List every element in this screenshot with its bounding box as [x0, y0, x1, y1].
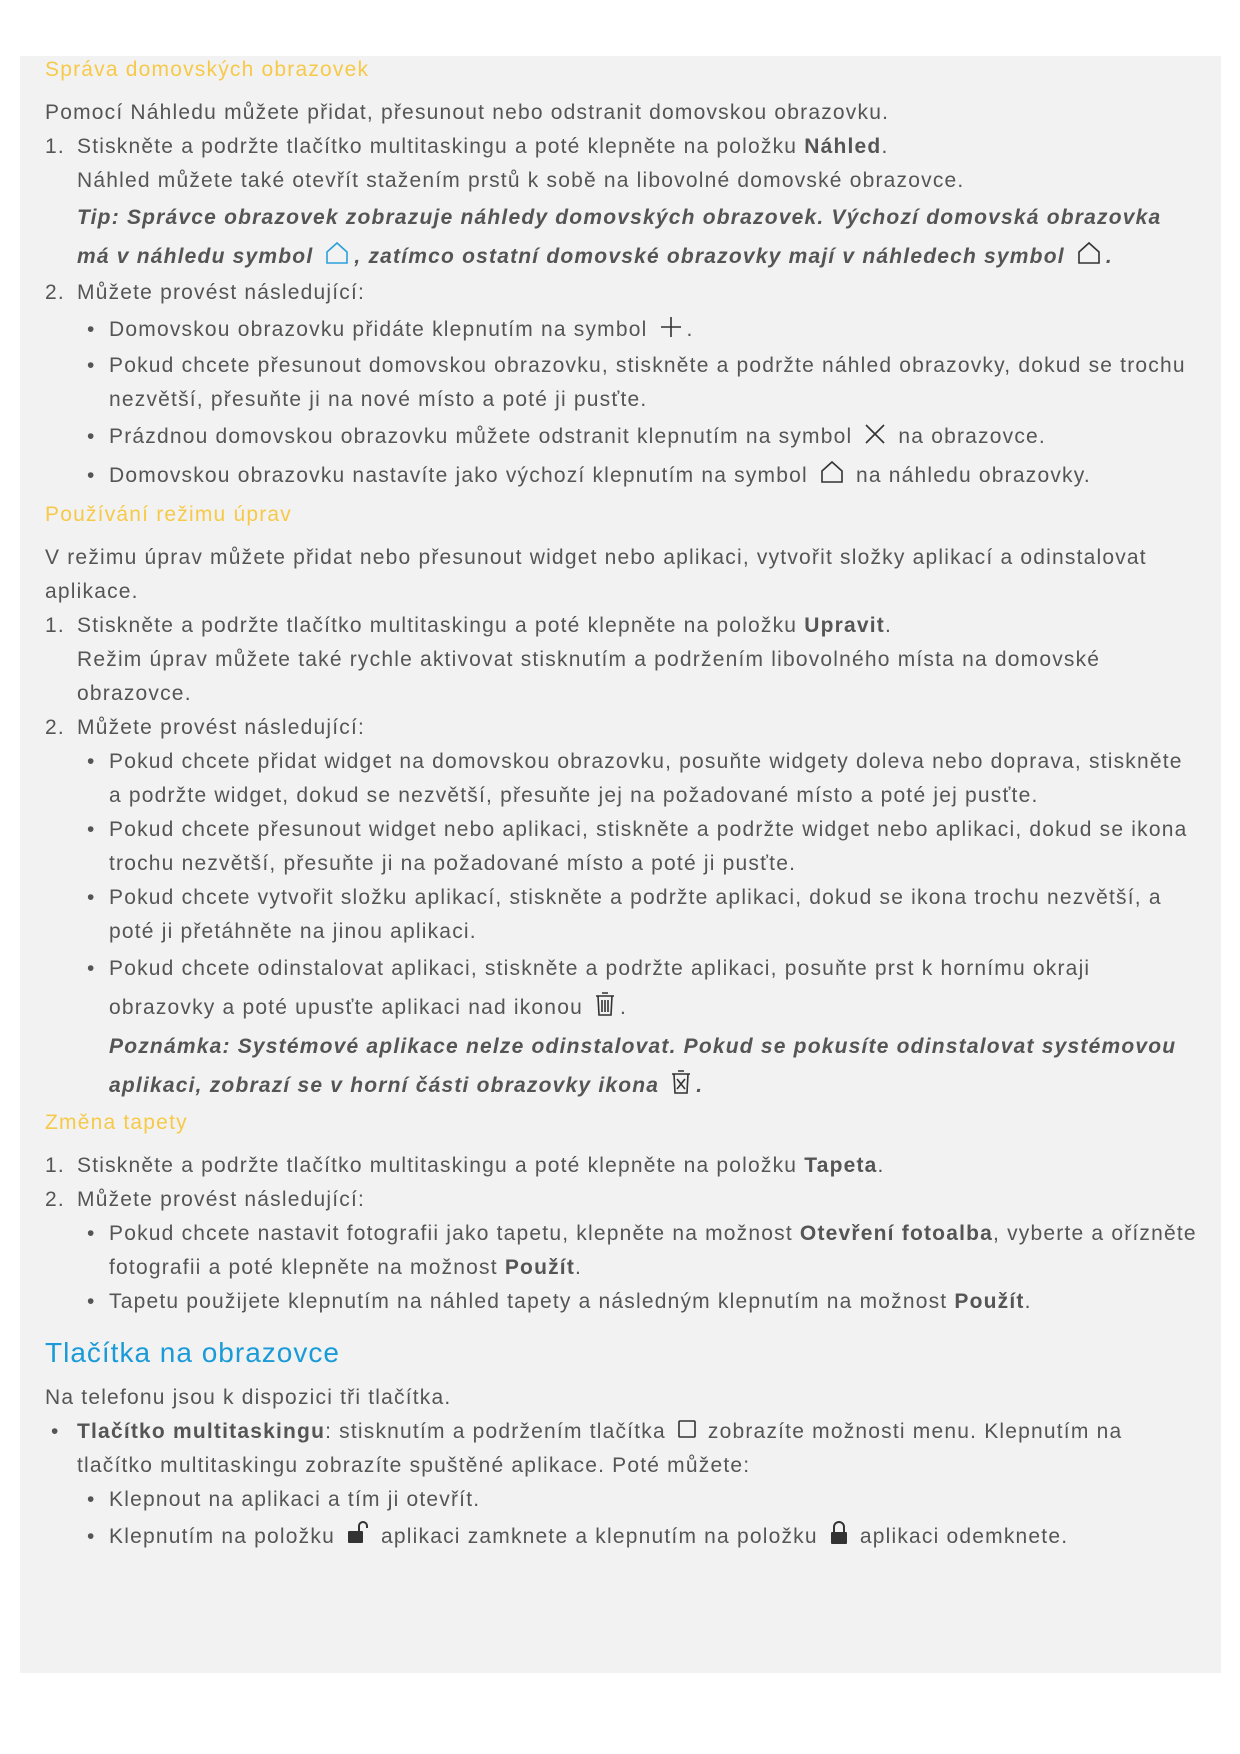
- document-body: [45, 56, 1200, 1556]
- step-text: Můžete provést následující:: [77, 716, 366, 739]
- ui-term: Tapeta: [804, 1154, 878, 1177]
- ui-term: Otevření fotoalba: [799, 1222, 994, 1245]
- ui-term: Náhled: [804, 135, 882, 158]
- step-number: 1.: [45, 1154, 65, 1177]
- step-text: .: [881, 135, 889, 158]
- item-text: aplikaci zamknete a klepnutím na položku: [374, 1525, 825, 1548]
- trash-icon: [594, 991, 616, 1017]
- list-item: [77, 310, 1200, 349]
- unlocked-padlock-icon: [346, 1520, 370, 1546]
- step-item: [45, 1183, 1200, 1319]
- ui-term: Upravit: [804, 614, 885, 637]
- step-item: [45, 1149, 1200, 1183]
- list-item: [77, 949, 1200, 1105]
- step-item: [45, 609, 1200, 711]
- tip-part: Tip: Správce obrazovek zobrazuje náhledy domovských obrazovek. Výchozí domovská obrazovka má v náhledu symbol: [77, 206, 1162, 268]
- item-text: Tapetu použijete klepnutím na náhled tapety a následným klepnutím na možnost: [109, 1290, 955, 1313]
- step-text: Stiskněte a podržte tlačítko multitaskingu a poté klepněte na položku: [77, 135, 805, 158]
- item-text: Pokud chcete nastavit fotografii jako tapetu, klepněte na možnost: [109, 1222, 800, 1245]
- section-heading-wallpaper: Změna tapety: [45, 1111, 188, 1134]
- item-text: .: [1024, 1290, 1032, 1313]
- item-text: , vyberte a ořízněte fotografii a poté klepněte na možnost: [109, 1222, 1197, 1279]
- list-item: [77, 1285, 1200, 1319]
- tip-text: [77, 198, 1200, 276]
- chapter-heading-buttons: Tlačítka na obrazovce: [45, 1337, 340, 1368]
- step-item: [45, 130, 1200, 276]
- tip-part: .: [1105, 245, 1113, 268]
- step-detail: Režim úprav můžete také rychle aktivovat stisknutím a podržením libovolného místa na domovské obrazovce.: [77, 648, 1101, 705]
- list-item: • Pokud chcete přesunout domovskou obrazovku, stiskněte a podržte náhled obrazovky, dokud se trochu nezvětší, přesuňte ji na nové místo a poté ji pusťte.: [77, 349, 1200, 417]
- bullet-list: [45, 1415, 1200, 1556]
- list-item: • Klepnout na aplikaci a tím ji otevřít.: [77, 1483, 1200, 1517]
- item-text: na náhledu obrazovky.: [848, 464, 1091, 487]
- step-text: Stiskněte a podržte tlačítko multitaskingu a poté klepněte na položku: [77, 1154, 805, 1177]
- item-text: zobrazíte možnosti menu. Klepnutím na tlačítko multitaskingu zobrazíte spuštěné aplikace. Poté můžete:: [77, 1420, 1123, 1477]
- square-button-icon: [677, 1419, 697, 1441]
- item-text: Prázdnou domovskou obrazovku můžete odstranit klepnutím na symbol: [109, 425, 860, 448]
- item-text: .: [575, 1256, 583, 1279]
- list-item: [77, 1217, 1200, 1285]
- intro-text: V režimu úprav můžete přidat nebo přesunout widget nebo aplikaci, vytvořit složky aplikací a odinstalovat aplikace.: [45, 546, 1147, 603]
- close-x-icon: [863, 422, 887, 446]
- home-outline-icon: [819, 459, 845, 485]
- item-text: aplikaci odemknete.: [852, 1525, 1069, 1548]
- step-text: Stiskněte a podržte tlačítko multitaskingu a poté klepněte na položku: [77, 614, 805, 637]
- steps-list: [45, 609, 1200, 1105]
- step-number: 2.: [45, 281, 65, 304]
- note-part: .: [696, 1074, 704, 1097]
- steps-list: [45, 130, 1200, 495]
- list-item: [77, 417, 1200, 456]
- list-item: [45, 1415, 1200, 1556]
- list-item: • Pokud chcete vytvořit složku aplikací, stiskněte a podržte aplikaci, dokud se ikona trochu nezvětší, a poté ji přetáhněte na jinou aplikaci.: [77, 881, 1200, 949]
- item-text: na obrazovce.: [891, 425, 1046, 448]
- list-item: • Pokud chcete přesunout widget nebo aplikaci, stiskněte a podržte widget nebo aplikaci, dokud se ikona trochu nezvětší, přesuňte ji na požadované místo a poté ji pusťte.: [77, 813, 1200, 881]
- item-text: Pokud chcete odinstalovat aplikaci, stiskněte a podržte aplikaci, posuňte prst k hornímu okraji obrazovky a poté upusťte aplikaci nad ikonou: [109, 957, 1091, 1019]
- sub-bullet-list: [77, 1483, 1200, 1556]
- ui-term: Použít: [954, 1290, 1025, 1313]
- step-number: 1.: [45, 614, 65, 637]
- ui-term: Použít: [504, 1256, 576, 1279]
- step-text: Můžete provést následující:: [77, 281, 366, 304]
- step-text: .: [884, 614, 893, 637]
- bullet-list: [77, 1217, 1200, 1319]
- locked-padlock-icon: [829, 1520, 849, 1546]
- home-outline-blue-icon: [324, 240, 350, 266]
- item-text: : stisknutím a podržením tlačítka: [325, 1420, 673, 1443]
- step-number: 1.: [45, 135, 65, 158]
- intro-text: Pomocí Náhledu můžete přidat, přesunout nebo odstranit domovskou obrazovku.: [45, 101, 890, 124]
- bullet-list: [77, 745, 1200, 1105]
- list-item: [77, 1517, 1200, 1556]
- list-item: • Pokud chcete přidat widget na domovskou obrazovku, posuňte widgety doleva nebo doprava, stiskněte a podržte widget, dokud se nezvětší, přesuňte jej na požadované místo a poté jej pusťte.: [77, 745, 1200, 813]
- ui-term: Tlačítko multitaskingu: [77, 1420, 326, 1443]
- step-item: [45, 711, 1200, 1105]
- intro-text: Na telefonu jsou k dispozici tři tlačítka.: [45, 1386, 452, 1409]
- bullet-list: [77, 310, 1200, 495]
- step-text: .: [877, 1154, 885, 1177]
- tip-part: , zatímco ostatní domovské obrazovky mají v náhledech symbol: [354, 245, 1072, 268]
- step-text: Můžete provést následující:: [77, 1188, 366, 1211]
- step-number: 2.: [45, 1188, 65, 1211]
- item-text: .: [619, 996, 628, 1019]
- trash-crossed-icon: [670, 1069, 692, 1095]
- note-text: [109, 1027, 1200, 1105]
- item-text: Domovskou obrazovku přidáte klepnutím na symbol: [109, 318, 655, 341]
- item-text: .: [686, 318, 694, 341]
- item-text: Domovskou obrazovku nastavíte jako výchozí klepnutím na symbol: [109, 464, 815, 487]
- item-text: Klepnutím na položku: [109, 1525, 342, 1548]
- list-item: [77, 456, 1200, 495]
- section-heading-edit-mode: Používání režimu úprav: [45, 503, 293, 526]
- home-outline-icon: [1076, 240, 1102, 266]
- steps-list: [45, 1149, 1200, 1319]
- step-detail: Náhled můžete také otevřít stažením prstů k sobě na libovolné domovské obrazovce.: [77, 169, 965, 192]
- step-number: 2.: [45, 716, 65, 739]
- plus-icon: [659, 315, 683, 339]
- note-part: Poznámka: Systémové aplikace nelze odinstalovat. Pokud se pokusíte odinstalovat systémovou aplikaci, zobrazí se v horní části obrazovky ikona: [109, 1035, 1177, 1097]
- section-heading-home-screens: Správa domovských obrazovek: [45, 58, 370, 81]
- step-item: [45, 276, 1200, 495]
